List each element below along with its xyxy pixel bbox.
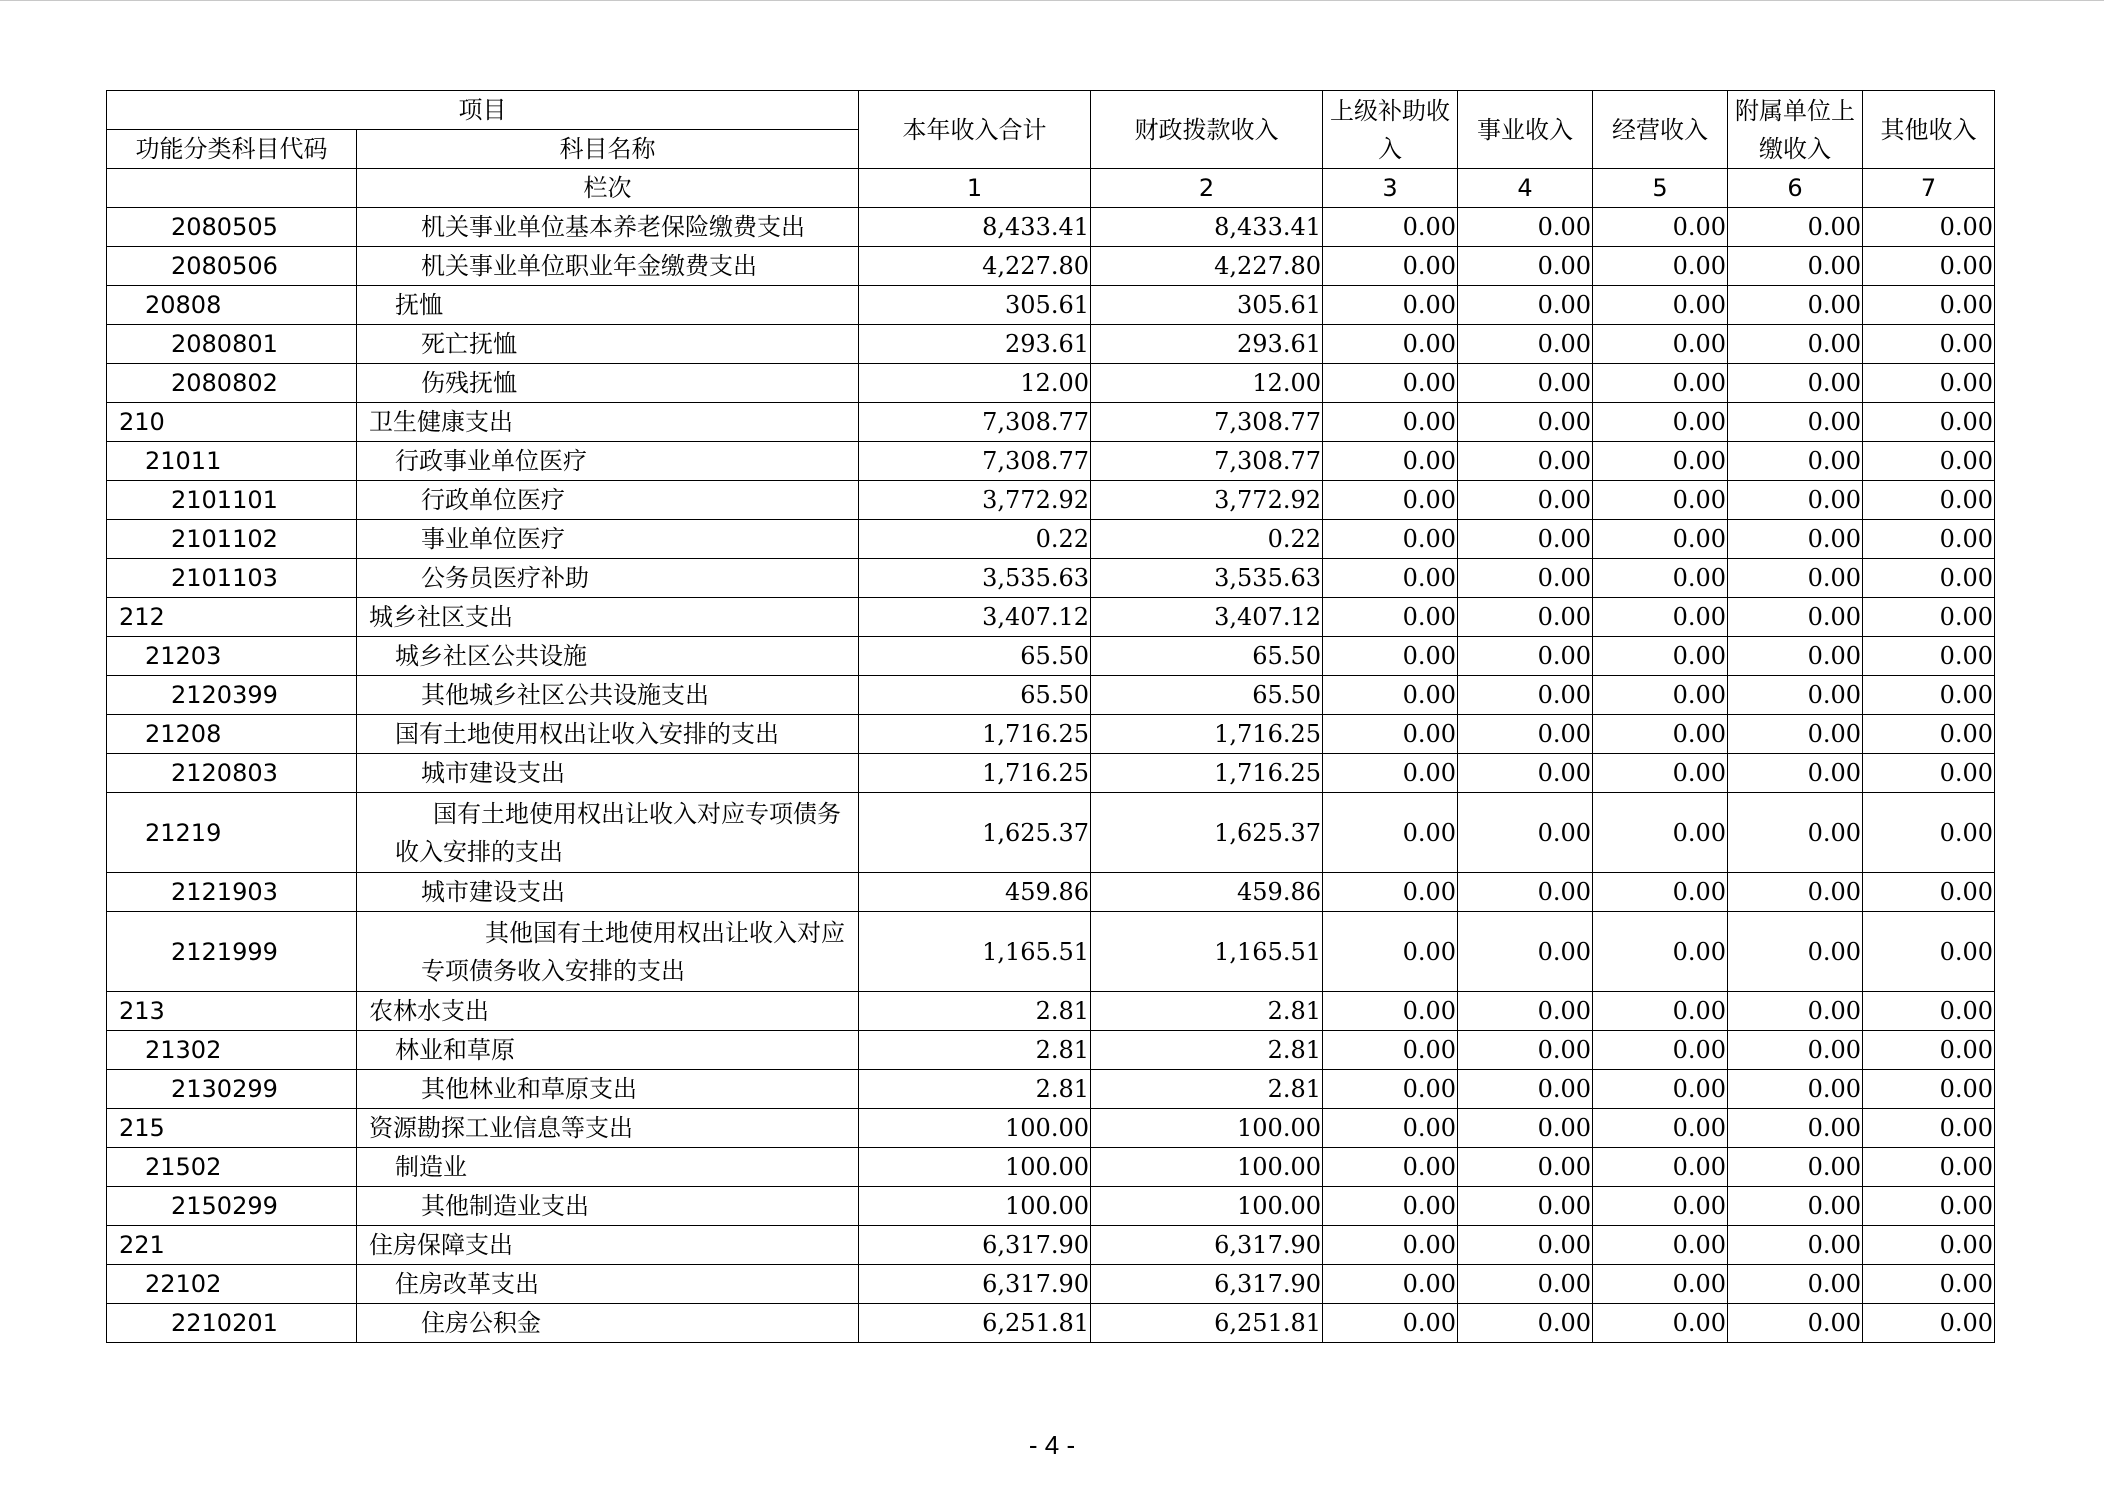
- amount-cell-affiliated: 0.00: [1728, 286, 1863, 325]
- amount-cell-total: 1,625.37: [859, 793, 1091, 873]
- amount-cell-business: 0.00: [1458, 676, 1593, 715]
- table-row: [107, 1265, 1995, 1304]
- amount-cell-operating: 0.00: [1593, 1148, 1728, 1187]
- amount-cell-business: 0.00: [1458, 912, 1593, 992]
- amount-cell-affiliated: 0.00: [1728, 1187, 1863, 1226]
- header-function-code: 功能分类科目代码: [107, 130, 357, 169]
- amount-cell-affiliated: 0.00: [1728, 1226, 1863, 1265]
- amount-cell-business: 0.00: [1458, 992, 1593, 1031]
- amount-cell-upper: 0.00: [1323, 1226, 1458, 1265]
- table-row: [107, 1187, 1995, 1226]
- amount-cell-operating: 0.00: [1593, 793, 1728, 873]
- amount-cell-business: 0.00: [1458, 403, 1593, 442]
- amount-cell-fiscal: 2.81: [1091, 1031, 1323, 1070]
- table-row: [107, 1109, 1995, 1148]
- amount-cell-business: 0.00: [1458, 325, 1593, 364]
- amount-cell-affiliated: 0.00: [1728, 325, 1863, 364]
- amount-cell-fiscal: 305.61: [1091, 286, 1323, 325]
- subject-name-cell: 国有土地使用权出让收入安排的支出: [357, 715, 859, 754]
- amount-cell-other: 0.00: [1863, 873, 1995, 912]
- amount-cell-total: 3,535.63: [859, 559, 1091, 598]
- amount-cell-upper: 0.00: [1323, 325, 1458, 364]
- amount-cell-total: 3,407.12: [859, 598, 1091, 637]
- amount-cell-other: 0.00: [1863, 637, 1995, 676]
- amount-cell-upper: 0.00: [1323, 442, 1458, 481]
- table-row: [107, 481, 1995, 520]
- table-row: [107, 637, 1995, 676]
- amount-cell-upper: 0.00: [1323, 481, 1458, 520]
- amount-cell-affiliated: 0.00: [1728, 1304, 1863, 1343]
- amount-cell-business: 0.00: [1458, 1187, 1593, 1226]
- amount-cell-business: 0.00: [1458, 637, 1593, 676]
- function-code-cell: 215: [107, 1109, 357, 1148]
- function-code-cell: 21011: [107, 442, 357, 481]
- amount-cell-business: 0.00: [1458, 1148, 1593, 1187]
- amount-cell-affiliated: 0.00: [1728, 912, 1863, 992]
- amount-cell-other: 0.00: [1863, 1031, 1995, 1070]
- subject-name-cell: 卫生健康支出: [357, 403, 859, 442]
- amount-cell-fiscal: 0.22: [1091, 520, 1323, 559]
- amount-cell-other: 0.00: [1863, 1187, 1995, 1226]
- amount-cell-operating: 0.00: [1593, 364, 1728, 403]
- table-row: [107, 793, 1995, 873]
- amount-cell-other: 0.00: [1863, 520, 1995, 559]
- amount-cell-operating: 0.00: [1593, 442, 1728, 481]
- amount-cell-other: 0.00: [1863, 992, 1995, 1031]
- amount-cell-upper: 0.00: [1323, 1265, 1458, 1304]
- subject-name-cell: 公务员医疗补助: [357, 559, 859, 598]
- amount-cell-fiscal: 7,308.77: [1091, 403, 1323, 442]
- table-row: [107, 754, 1995, 793]
- amount-cell-upper: 0.00: [1323, 1070, 1458, 1109]
- amount-cell-operating: 0.00: [1593, 715, 1728, 754]
- amount-cell-upper: 0.00: [1323, 793, 1458, 873]
- subject-name-cell: 行政事业单位医疗: [357, 442, 859, 481]
- amount-cell-upper: 0.00: [1323, 912, 1458, 992]
- amount-cell-fiscal: 3,407.12: [1091, 598, 1323, 637]
- header-upper-subsidy: 上级补助收入: [1323, 91, 1458, 169]
- amount-cell-fiscal: 6,317.90: [1091, 1265, 1323, 1304]
- function-code-cell: 213: [107, 992, 357, 1031]
- header-business-income: 事业收入: [1458, 91, 1593, 169]
- subject-name-cell: 农林水支出: [357, 992, 859, 1031]
- table-row: [107, 208, 1995, 247]
- amount-cell-business: 0.00: [1458, 1304, 1593, 1343]
- amount-cell-total: 100.00: [859, 1109, 1091, 1148]
- amount-cell-upper: 0.00: [1323, 559, 1458, 598]
- amount-cell-operating: 0.00: [1593, 1304, 1728, 1343]
- amount-cell-operating: 0.00: [1593, 1109, 1728, 1148]
- amount-cell-other: 0.00: [1863, 1070, 1995, 1109]
- amount-cell-upper: 0.00: [1323, 715, 1458, 754]
- table-row: [107, 403, 1995, 442]
- amount-cell-fiscal: 65.50: [1091, 637, 1323, 676]
- amount-cell-business: 0.00: [1458, 715, 1593, 754]
- amount-cell-operating: 0.00: [1593, 520, 1728, 559]
- amount-cell-total: 6,317.90: [859, 1265, 1091, 1304]
- table-row: [107, 598, 1995, 637]
- amount-cell-affiliated: 0.00: [1728, 637, 1863, 676]
- amount-cell-operating: 0.00: [1593, 912, 1728, 992]
- amount-cell-business: 0.00: [1458, 208, 1593, 247]
- amount-cell-fiscal: 8,433.41: [1091, 208, 1323, 247]
- amount-cell-affiliated: 0.00: [1728, 403, 1863, 442]
- amount-cell-total: 2.81: [859, 1031, 1091, 1070]
- amount-cell-other: 0.00: [1863, 1109, 1995, 1148]
- function-code-cell: 2150299: [107, 1187, 357, 1226]
- amount-cell-affiliated: 0.00: [1728, 754, 1863, 793]
- function-code-cell: 2121999: [107, 912, 357, 992]
- amount-cell-affiliated: 0.00: [1728, 1031, 1863, 1070]
- amount-cell-operating: 0.00: [1593, 1265, 1728, 1304]
- amount-cell-business: 0.00: [1458, 442, 1593, 481]
- table-row: [107, 520, 1995, 559]
- amount-cell-total: 100.00: [859, 1148, 1091, 1187]
- amount-cell-total: 6,251.81: [859, 1304, 1091, 1343]
- amount-cell-upper: 0.00: [1323, 1304, 1458, 1343]
- function-code-cell: 221: [107, 1226, 357, 1265]
- subject-name-cell: 城乡社区公共设施: [357, 637, 859, 676]
- subject-name-cell: 伤残抚恤: [357, 364, 859, 403]
- amount-cell-total: 459.86: [859, 873, 1091, 912]
- amount-cell-other: 0.00: [1863, 676, 1995, 715]
- amount-cell-total: 65.50: [859, 637, 1091, 676]
- amount-cell-fiscal: 459.86: [1091, 873, 1323, 912]
- header-blank: [107, 169, 357, 208]
- amount-cell-operating: 0.00: [1593, 1187, 1728, 1226]
- subject-name-cell: 机关事业单位基本养老保险缴费支出: [357, 208, 859, 247]
- income-budget-table: [106, 90, 1995, 1343]
- amount-cell-affiliated: 0.00: [1728, 442, 1863, 481]
- amount-cell-operating: 0.00: [1593, 247, 1728, 286]
- amount-cell-business: 0.00: [1458, 1265, 1593, 1304]
- page-number: - 4 -: [1028, 1430, 1076, 1460]
- subject-name-cell: 林业和草原: [357, 1031, 859, 1070]
- amount-cell-operating: 0.00: [1593, 637, 1728, 676]
- subject-name-cell: 事业单位医疗: [357, 520, 859, 559]
- amount-cell-total: 6,317.90: [859, 1226, 1091, 1265]
- amount-cell-operating: 0.00: [1593, 325, 1728, 364]
- amount-cell-upper: 0.00: [1323, 1148, 1458, 1187]
- amount-cell-affiliated: 0.00: [1728, 598, 1863, 637]
- table-row: [107, 1304, 1995, 1343]
- function-code-cell: 2080505: [107, 208, 357, 247]
- amount-cell-fiscal: 3,772.92: [1091, 481, 1323, 520]
- function-code-cell: 21208: [107, 715, 357, 754]
- amount-cell-affiliated: 0.00: [1728, 1070, 1863, 1109]
- amount-cell-business: 0.00: [1458, 1226, 1593, 1265]
- amount-cell-affiliated: 0.00: [1728, 1265, 1863, 1304]
- amount-cell-total: 7,308.77: [859, 403, 1091, 442]
- function-code-cell: 210: [107, 403, 357, 442]
- function-code-cell: 2121903: [107, 873, 357, 912]
- amount-cell-operating: 0.00: [1593, 559, 1728, 598]
- header-affiliated-income: 附属单位上缴收入: [1728, 91, 1863, 169]
- amount-cell-other: 0.00: [1863, 754, 1995, 793]
- subject-name-cell: 住房保障支出: [357, 1226, 859, 1265]
- table-row: [107, 286, 1995, 325]
- amount-cell-upper: 0.00: [1323, 754, 1458, 793]
- function-code-cell: 2080506: [107, 247, 357, 286]
- amount-cell-fiscal: 3,535.63: [1091, 559, 1323, 598]
- amount-cell-business: 0.00: [1458, 520, 1593, 559]
- amount-cell-fiscal: 1,716.25: [1091, 754, 1323, 793]
- amount-cell-total: 8,433.41: [859, 208, 1091, 247]
- function-code-cell: 21203: [107, 637, 357, 676]
- subject-name-cell: 制造业: [357, 1148, 859, 1187]
- amount-cell-affiliated: 0.00: [1728, 208, 1863, 247]
- amount-cell-total: 3,772.92: [859, 481, 1091, 520]
- amount-cell-total: 1,716.25: [859, 715, 1091, 754]
- amount-cell-total: 65.50: [859, 676, 1091, 715]
- subject-name-cell: 行政单位医疗: [357, 481, 859, 520]
- amount-cell-upper: 0.00: [1323, 598, 1458, 637]
- amount-cell-other: 0.00: [1863, 912, 1995, 992]
- header-total-income: 本年收入合计: [859, 91, 1091, 169]
- function-code-cell: 2080801: [107, 325, 357, 364]
- header-col-6: 6: [1728, 169, 1863, 208]
- amount-cell-upper: 0.00: [1323, 286, 1458, 325]
- amount-cell-total: 305.61: [859, 286, 1091, 325]
- header-col-3: 3: [1323, 169, 1458, 208]
- amount-cell-other: 0.00: [1863, 598, 1995, 637]
- amount-cell-other: 0.00: [1863, 208, 1995, 247]
- amount-cell-operating: 0.00: [1593, 873, 1728, 912]
- amount-cell-other: 0.00: [1863, 364, 1995, 403]
- amount-cell-affiliated: 0.00: [1728, 1109, 1863, 1148]
- header-col-2: 2: [1091, 169, 1323, 208]
- amount-cell-business: 0.00: [1458, 1109, 1593, 1148]
- amount-cell-other: 0.00: [1863, 325, 1995, 364]
- amount-cell-total: 12.00: [859, 364, 1091, 403]
- amount-cell-upper: 0.00: [1323, 364, 1458, 403]
- amount-cell-affiliated: 0.00: [1728, 247, 1863, 286]
- function-code-cell: 2130299: [107, 1070, 357, 1109]
- table-row: [107, 1226, 1995, 1265]
- table-row: [107, 1070, 1995, 1109]
- amount-cell-business: 0.00: [1458, 559, 1593, 598]
- header-col-4: 4: [1458, 169, 1593, 208]
- amount-cell-other: 0.00: [1863, 403, 1995, 442]
- amount-cell-upper: 0.00: [1323, 1109, 1458, 1148]
- function-code-cell: 21302: [107, 1031, 357, 1070]
- table-row: [107, 873, 1995, 912]
- amount-cell-affiliated: 0.00: [1728, 559, 1863, 598]
- amount-cell-fiscal: 293.61: [1091, 325, 1323, 364]
- amount-cell-operating: 0.00: [1593, 403, 1728, 442]
- table-row: [107, 676, 1995, 715]
- header-col-7: 7: [1863, 169, 1995, 208]
- amount-cell-fiscal: 6,317.90: [1091, 1226, 1323, 1265]
- subject-name-cell: 资源勘探工业信息等支出: [357, 1109, 859, 1148]
- function-code-cell: 2080802: [107, 364, 357, 403]
- function-code-cell: 2120803: [107, 754, 357, 793]
- amount-cell-total: 0.22: [859, 520, 1091, 559]
- amount-cell-fiscal: 100.00: [1091, 1187, 1323, 1226]
- amount-cell-operating: 0.00: [1593, 754, 1728, 793]
- amount-cell-operating: 0.00: [1593, 1070, 1728, 1109]
- header-other-income: 其他收入: [1863, 91, 1995, 169]
- amount-cell-fiscal: 100.00: [1091, 1148, 1323, 1187]
- amount-cell-total: 293.61: [859, 325, 1091, 364]
- amount-cell-operating: 0.00: [1593, 208, 1728, 247]
- amount-cell-other: 0.00: [1863, 1226, 1995, 1265]
- amount-cell-business: 0.00: [1458, 247, 1593, 286]
- amount-cell-total: 2.81: [859, 1070, 1091, 1109]
- amount-cell-business: 0.00: [1458, 1031, 1593, 1070]
- amount-cell-affiliated: 0.00: [1728, 676, 1863, 715]
- table-row: [107, 442, 1995, 481]
- amount-cell-affiliated: 0.00: [1728, 793, 1863, 873]
- amount-cell-operating: 0.00: [1593, 1031, 1728, 1070]
- table-body: [107, 208, 1995, 1343]
- amount-cell-upper: 0.00: [1323, 208, 1458, 247]
- amount-cell-fiscal: 12.00: [1091, 364, 1323, 403]
- amount-cell-upper: 0.00: [1323, 403, 1458, 442]
- amount-cell-other: 0.00: [1863, 1304, 1995, 1343]
- amount-cell-business: 0.00: [1458, 481, 1593, 520]
- amount-cell-affiliated: 0.00: [1728, 992, 1863, 1031]
- function-code-cell: 212: [107, 598, 357, 637]
- amount-cell-fiscal: 2.81: [1091, 992, 1323, 1031]
- amount-cell-total: 7,308.77: [859, 442, 1091, 481]
- amount-cell-business: 0.00: [1458, 364, 1593, 403]
- subject-name-cell: 抚恤: [357, 286, 859, 325]
- table-row: [107, 912, 1995, 992]
- subject-name-cell: 城市建设支出: [357, 754, 859, 793]
- amount-cell-operating: 0.00: [1593, 676, 1728, 715]
- amount-cell-fiscal: 1,625.37: [1091, 793, 1323, 873]
- table-row: [107, 247, 1995, 286]
- function-code-cell: 20808: [107, 286, 357, 325]
- table-row: [107, 1148, 1995, 1187]
- amount-cell-affiliated: 0.00: [1728, 481, 1863, 520]
- amount-cell-upper: 0.00: [1323, 1031, 1458, 1070]
- subject-name-cell: 城市建设支出: [357, 873, 859, 912]
- subject-name-cell: 城乡社区支出: [357, 598, 859, 637]
- function-code-cell: 21219: [107, 793, 357, 873]
- amount-cell-other: 0.00: [1863, 559, 1995, 598]
- amount-cell-business: 0.00: [1458, 286, 1593, 325]
- amount-cell-operating: 0.00: [1593, 481, 1728, 520]
- subject-name-cell: 机关事业单位职业年金缴费支出: [357, 247, 859, 286]
- subject-name-cell: 其他城乡社区公共设施支出: [357, 676, 859, 715]
- function-code-cell: 2101101: [107, 481, 357, 520]
- amount-cell-other: 0.00: [1863, 247, 1995, 286]
- table-row: [107, 1031, 1995, 1070]
- amount-cell-other: 0.00: [1863, 1265, 1995, 1304]
- subject-name-cell: 国有土地使用权出让收入对应专项债务收入安排的支出: [357, 793, 859, 873]
- subject-name-cell: 其他国有土地使用权出让收入对应专项债务收入安排的支出: [357, 912, 859, 992]
- amount-cell-business: 0.00: [1458, 873, 1593, 912]
- function-code-cell: 21502: [107, 1148, 357, 1187]
- subject-name-cell: 其他林业和草原支出: [357, 1070, 859, 1109]
- table-row: [107, 325, 1995, 364]
- function-code-cell: 2120399: [107, 676, 357, 715]
- amount-cell-fiscal: 100.00: [1091, 1109, 1323, 1148]
- amount-cell-upper: 0.00: [1323, 992, 1458, 1031]
- table-row: [107, 364, 1995, 403]
- amount-cell-operating: 0.00: [1593, 1226, 1728, 1265]
- amount-cell-fiscal: 7,308.77: [1091, 442, 1323, 481]
- header-item: 项目: [107, 91, 859, 130]
- amount-cell-fiscal: 65.50: [1091, 676, 1323, 715]
- table-row: [107, 715, 1995, 754]
- amount-cell-affiliated: 0.00: [1728, 520, 1863, 559]
- amount-cell-upper: 0.00: [1323, 676, 1458, 715]
- subject-name-cell: 住房改革支出: [357, 1265, 859, 1304]
- header-operating-income: 经营收入: [1593, 91, 1728, 169]
- amount-cell-operating: 0.00: [1593, 598, 1728, 637]
- header-col-1: 1: [859, 169, 1091, 208]
- amount-cell-total: 1,716.25: [859, 754, 1091, 793]
- subject-name-cell: 住房公积金: [357, 1304, 859, 1343]
- amount-cell-upper: 0.00: [1323, 247, 1458, 286]
- amount-cell-business: 0.00: [1458, 793, 1593, 873]
- amount-cell-business: 0.00: [1458, 598, 1593, 637]
- amount-cell-other: 0.00: [1863, 1148, 1995, 1187]
- amount-cell-upper: 0.00: [1323, 873, 1458, 912]
- amount-cell-upper: 0.00: [1323, 637, 1458, 676]
- amount-cell-fiscal: 4,227.80: [1091, 247, 1323, 286]
- header-fiscal-appropriation: 财政拨款收入: [1091, 91, 1323, 169]
- subject-name-cell: 其他制造业支出: [357, 1187, 859, 1226]
- function-code-cell: 2210201: [107, 1304, 357, 1343]
- header-col-5: 5: [1593, 169, 1728, 208]
- amount-cell-other: 0.00: [1863, 715, 1995, 754]
- amount-cell-business: 0.00: [1458, 754, 1593, 793]
- amount-cell-affiliated: 0.00: [1728, 364, 1863, 403]
- table-row: [107, 559, 1995, 598]
- amount-cell-affiliated: 0.00: [1728, 873, 1863, 912]
- page-top-border: [0, 0, 2104, 1]
- table-row: [107, 992, 1995, 1031]
- amount-cell-fiscal: 1,165.51: [1091, 912, 1323, 992]
- amount-cell-affiliated: 0.00: [1728, 1148, 1863, 1187]
- amount-cell-total: 4,227.80: [859, 247, 1091, 286]
- amount-cell-total: 100.00: [859, 1187, 1091, 1226]
- amount-cell-total: 1,165.51: [859, 912, 1091, 992]
- amount-cell-other: 0.00: [1863, 481, 1995, 520]
- amount-cell-other: 0.00: [1863, 793, 1995, 873]
- header-subject-name: 科目名称: [357, 130, 859, 169]
- amount-cell-fiscal: 6,251.81: [1091, 1304, 1323, 1343]
- function-code-cell: 2101102: [107, 520, 357, 559]
- amount-cell-total: 2.81: [859, 992, 1091, 1031]
- amount-cell-upper: 0.00: [1323, 1187, 1458, 1226]
- amount-cell-fiscal: 1,716.25: [1091, 715, 1323, 754]
- header-column-label: 栏次: [357, 169, 859, 208]
- amount-cell-other: 0.00: [1863, 442, 1995, 481]
- amount-cell-business: 0.00: [1458, 1070, 1593, 1109]
- function-code-cell: 2101103: [107, 559, 357, 598]
- amount-cell-operating: 0.00: [1593, 286, 1728, 325]
- amount-cell-upper: 0.00: [1323, 520, 1458, 559]
- subject-name-cell: 死亡抚恤: [357, 325, 859, 364]
- amount-cell-fiscal: 2.81: [1091, 1070, 1323, 1109]
- function-code-cell: 22102: [107, 1265, 357, 1304]
- amount-cell-affiliated: 0.00: [1728, 715, 1863, 754]
- amount-cell-operating: 0.00: [1593, 992, 1728, 1031]
- amount-cell-other: 0.00: [1863, 286, 1995, 325]
